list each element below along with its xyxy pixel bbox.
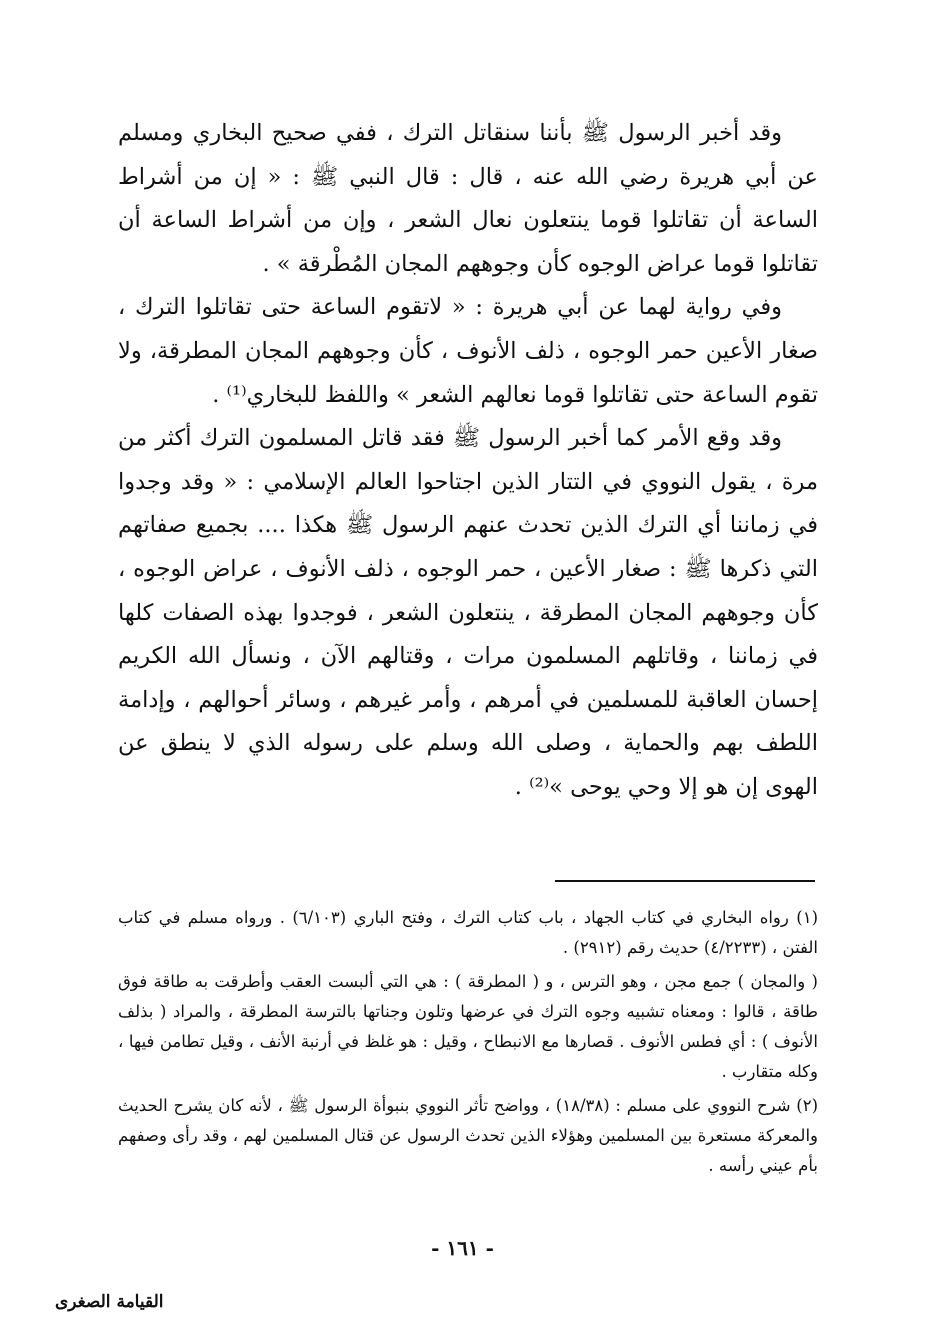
footnotes bbox=[118, 903, 818, 1185]
paragraph-3: وقد وقع الأمر كما أخبر الرسول ﷺ فقد قاتل المسلمون الترك أكثر من مرة ، يقول النووي في التتار الذين اجتاحوا العالم الإسلامي : « وقد وجدوا في زماننا أي الترك الذين تحدث عنهم الرسول ﷺ هكذا .... بجميع صفاتهم التي ذكرها ﷺ : صغار الأعين ، حمر الوجوه ، ذلف الأنوف ، عراض الوجوه ، كأن وجوههم المجان المطرقة ، ينتعلون الشعر ، فوجدوا بهذه الصفات كلها في زماننا ، وقاتلهم المسلمون مرات ، وقتالهم الآن ، ونسأل الله الكريم إحسان العاقبة للمسلمين في أمرهم ، وأمر غيرهم ، وسائر أحوالهم ، وإدامة اللطف بهم والحماية ، وصلى الله وسلم على رسوله الذي لا ينطق عن الهوى إن هو إلا وحي يوحى »⁽²⁾ . bbox=[118, 425, 818, 800]
footnote-divider bbox=[555, 880, 815, 882]
book-title-footer: القيامة الصغرى bbox=[55, 1292, 164, 1312]
main-text bbox=[118, 112, 818, 810]
page-number: - ١٦١ - bbox=[431, 1236, 494, 1260]
footnote-2: (٢) شرح النووي على مسلم : (١٨/٣٨) ، وواضح تأثر النووي بنبوأة الرسول ﷺ ، لأنه كان يشرح الحديث والمعركة مستعرة بين المسلمين وهؤلاء الذين تحدث الرسول عن قتال المسلمين لهم ، وقد رأى وصفهم بأم عيني رأسه . bbox=[118, 1096, 818, 1175]
paragraph-1: وقد أخبر الرسول ﷺ بأننا سنقاتل الترك ، ففي صحيح البخاري ومسلم عن أبي هريرة رضي الله عنه ، قال : قال النبي ﷺ : « إن من أشراط الساعة أن تقاتلوا قوما ينتعلون نعال الشعر ، وإن من أشراط الساعة أن تقاتلوا قوما عراض الوجوه كأن وجوههم المجان المُطْرقة » . bbox=[118, 120, 818, 277]
paragraph-2: وفي رواية لهما عن أبي هريرة : « لاتقوم الساعة حتى تقاتلوا الترك ، صغار الأعين حمر الوجوه ، ذلف الأنوف ، كأن وجوههم المجان المطرقة، ولا تقوم الساعة حتى تقاتلوا قوما نعالهم الشعر » واللفظ للبخاري⁽¹⁾ . bbox=[118, 294, 818, 408]
footnote-1-gloss: ( والمجان ) جمع مجن ، وهو الترس ، و ( المطرقة ) : هي التي ألبست العقب وأطرقت به طاقة فوق طاقة ، قالوا : ومعناه تشبيه وجوه الترك في عرضها وتلون وجناتها بالترسة المطرقة ، والمراد ( بذلف الأنوف ) : أي فطس الأنوف . قصارها مع الانبطاح ، وقيل : هو غلظ في أرنبة الأنف ، وقيل تطامن فيها ، وكله متقارب . bbox=[118, 972, 818, 1081]
footnote-1: (١) رواه البخاري في كتاب الجهاد ، باب كتاب الترك ، وفتح الباري (٦/١٠٣) . ورواه مسلم في كتاب الفتن ، (٤/٢٢٣٣) حديث رقم (٢٩١٢) . bbox=[118, 908, 818, 957]
